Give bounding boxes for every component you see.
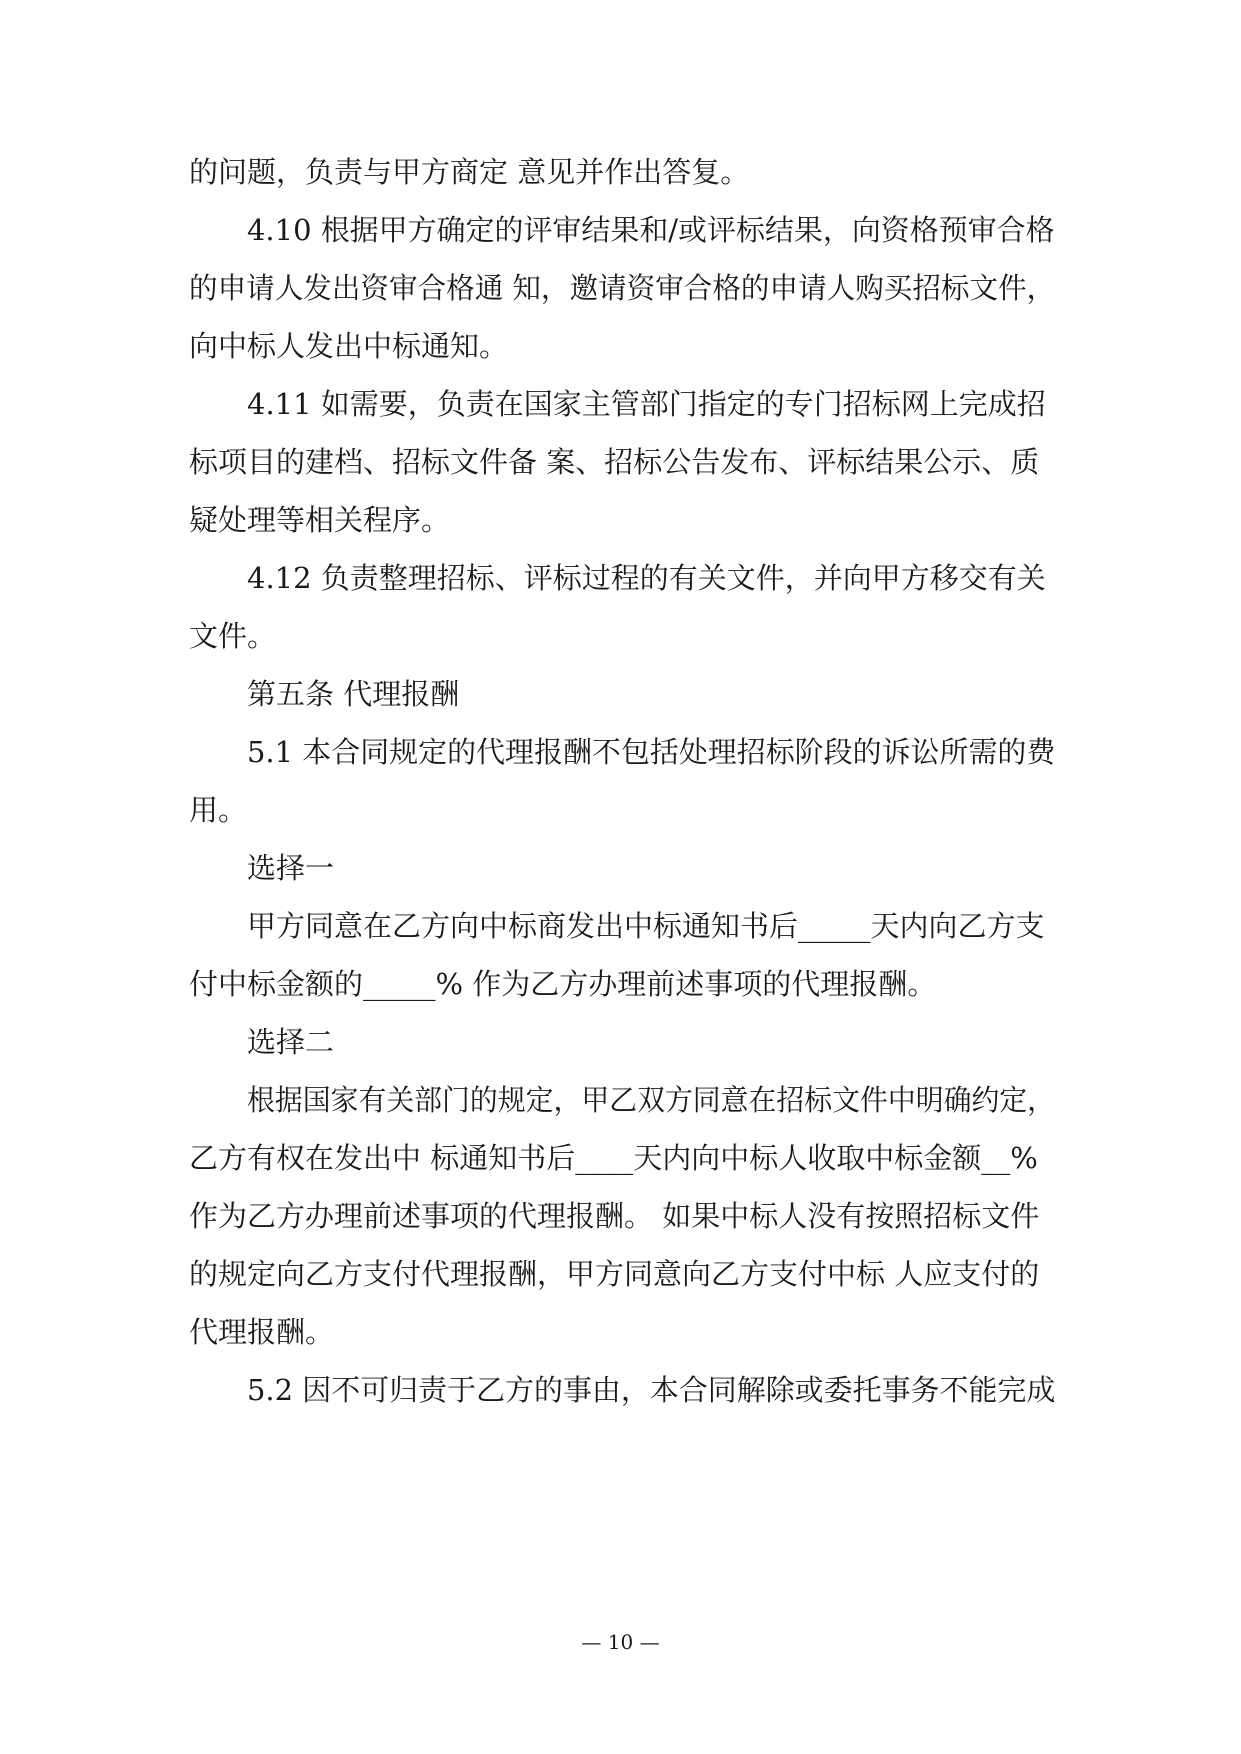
text-line: 4.12 负责整理招标、评标过程的有关文件，并向甲方移交有关 xyxy=(247,561,1046,595)
text-line: 乙方有权在发出中 标通知书后____天内向中标人收取中标金额__% xyxy=(189,1141,1038,1175)
text-line: 5.2 因不可归责于乙方的事由，本合同解除或委托事务不能完成 xyxy=(247,1373,1056,1407)
text-line: 根据国家有关部门的规定，甲乙双方同意在招标文件中明确约定， xyxy=(247,1083,1056,1117)
text-line: 疑处理等相关程序。 xyxy=(189,503,451,537)
text-line: 的申请人发出资审合格通 知，邀请资审合格的申请人购买招标文件， xyxy=(189,271,1056,305)
text-line: 作为乙方办理前述事项的代理报酬。 如果中标人没有按照招标文件 xyxy=(189,1199,1040,1233)
text-line: 标项目的建档、招标文件备 案、招标公告发布、评标结果公示、质 xyxy=(189,445,1040,479)
text-line: 4.11 如需要，负责在国家主管部门指定的专门招标网上完成招 xyxy=(247,387,1046,421)
text-line: 选择一 xyxy=(247,851,335,885)
text-line: 代理报酬。 xyxy=(189,1315,335,1349)
text-line: 第五条 代理报酬 xyxy=(247,677,460,711)
text-line: 用。 xyxy=(189,793,248,827)
text-line: 的规定向乙方支付代理报酬，甲方同意向乙方支付中标 人应支付的 xyxy=(189,1257,1040,1291)
text-line: 选择二 xyxy=(247,1025,335,1059)
text-line: 的问题，负责与甲方商定 意见并作出答复。 xyxy=(189,155,750,189)
text-line: 付中标金额的_____% 作为乙方办理前述事项的代理报酬。 xyxy=(189,967,937,1001)
text-line: 向中标人发出中标通知。 xyxy=(189,329,509,363)
text-line: 甲方同意在乙方向中标商发出中标通知书后_____天内向乙方支 xyxy=(247,909,1045,943)
text-line: 5.1 本合同规定的代理报酬不包括处理招标阶段的诉讼所需的费 xyxy=(247,735,1056,769)
text-line: 文件。 xyxy=(189,619,277,653)
text-line: 4.10 根据甲方确定的评审结果和/或评标结果，向资格预审合格 xyxy=(247,213,1055,247)
page-number: — 10 — xyxy=(581,1630,660,1654)
